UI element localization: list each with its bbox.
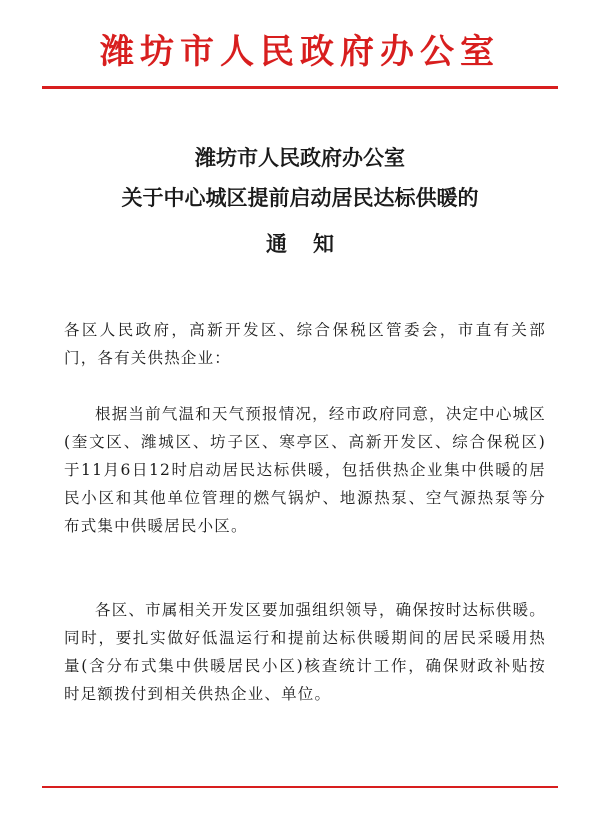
header-red-divider [42,86,558,89]
notice-paragraph-2: 各区、市属相关开发区要加强组织领导，确保按时达标供暖。同时，要扎实做好低温运行和提前达标供暖期间的居民采暖用热量(含分布式集中供暖居民小区)核查统计工作，确保财政补贴按时足额拨付到相关供热企业、单位。 [64,601,546,703]
notice-title-line-1: 潍坊市人民政府办公室 [195,145,405,170]
notice-title-line-3: 通知 [266,231,360,256]
notice-salutation: 各区人民政府，高新开发区、综合保税区管委会，市直有关部门，各有关供热企业： [64,321,546,367]
footer-red-divider [42,786,558,788]
document-header-organization: 潍坊市人民政府办公室 [100,32,500,72]
notice-title-line-2: 关于中心城区提前启动居民达标供暖的 [121,185,479,210]
notice-paragraph-1: 根据当前气温和天气预报情况，经市政府同意，决定中心城区(奎文区、潍城区、坊子区、寒亭区、高新开发区、综合保税区)于11月6日12时启动居民达标供暖，包括供热企业集中供暖的居民小区和其他单位管理的燃气锅炉、地源热泵、空气源热泵等分布式集中供暖居民小区。 [64,405,546,535]
